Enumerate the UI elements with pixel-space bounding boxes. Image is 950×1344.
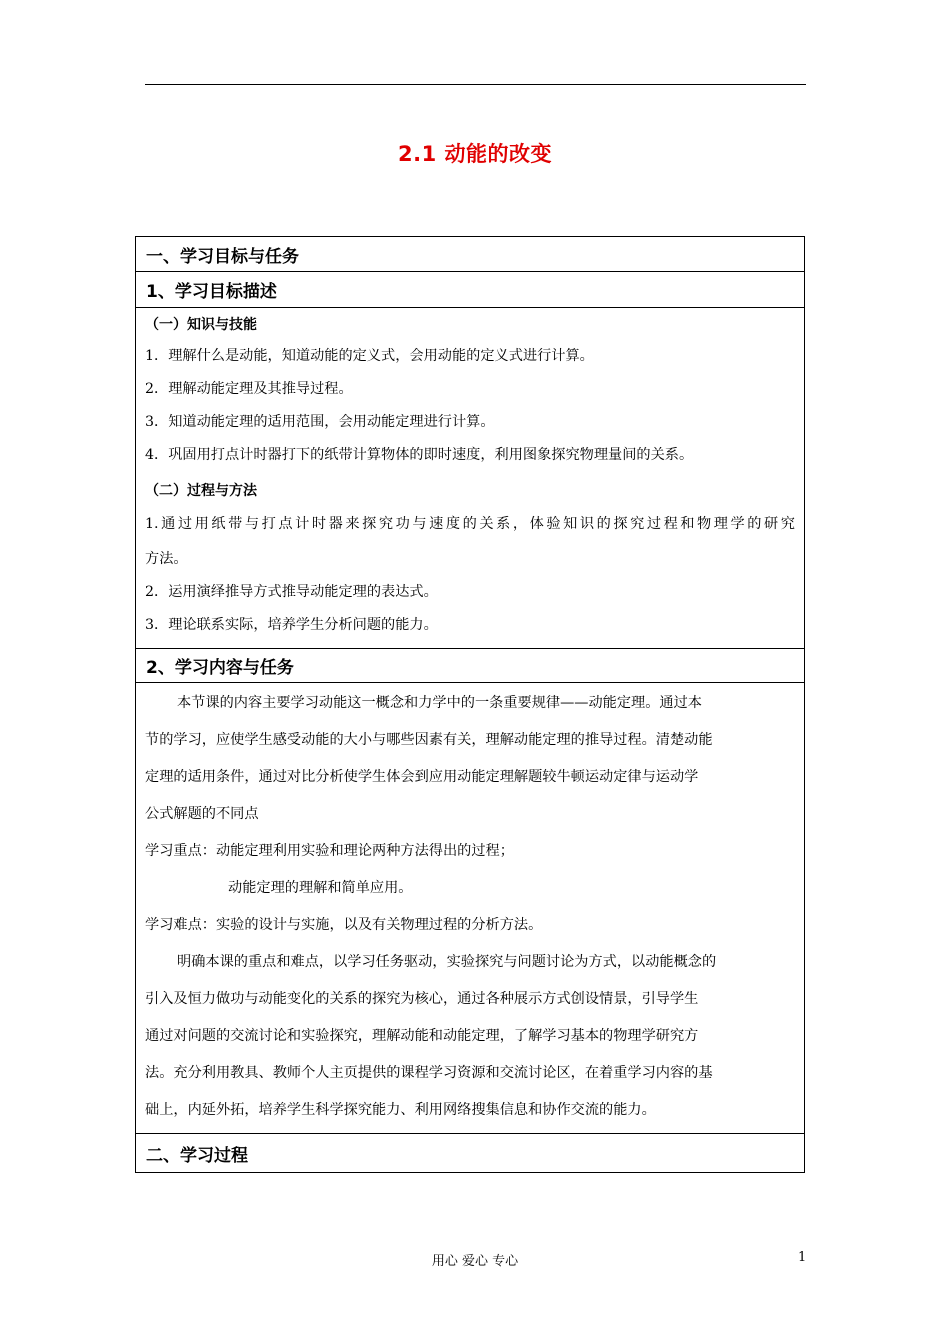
knowledge-item: 4．巩固用打点计时器打下的纸带计算物体的即时速度，利用图象探究物理量间的关系。 [145,447,694,463]
difficulty-line: 学习难点：实验的设计与实施，以及有关物理过程的分析方法。 [145,917,543,933]
strategy-paragraph-line: 引入及恒力做功与动能变化的关系的探究为核心，通过各种展示方式创设情景，引导学生 [145,991,699,1007]
strategy-paragraph-line: 通过对问题的交流讨论和实验探究，理解动能和动能定理，了解学习基本的物理学研究方 [145,1028,699,1044]
process-methods-heading: （二）过程与方法 [145,483,257,499]
content-paragraph-line: 定理的适用条件，通过对比分析使学生体会到应用动能定理解题较牛顿运动定律与运动学 [145,769,699,785]
strategy-paragraph-line: 法。充分利用教具、教师个人主页提供的课程学习资源和交流讨论区，在着重学习内容的基 [145,1065,713,1081]
knowledge-item: 3．知道动能定理的适用范围，会用动能定理进行计算。 [145,414,495,430]
content-paragraph-line: 节的学习，应使学生感受动能的大小与哪些因素有关，理解动能定理的推导过程。清楚动能 [145,732,713,748]
content-paragraph-line: 公式解题的不同点 [145,806,259,822]
page-title: 2.1 动能的改变 [397,142,552,166]
process-item-1-line-1: 1.通过用纸带与打点计时器来探究功与速度的关系，体验知识的探究过程和物理学的研究 [145,516,795,532]
process-item: 2．运用演绎推导方式推导动能定理的表达式。 [145,584,438,600]
content-paragraph-line: 本节课的内容主要学习动能这一概念和力学中的一条重要规律——动能定理。通过本 [177,695,702,711]
strategy-paragraph-line: 础上，内延外拓，培养学生科学探究能力、利用网络搜集信息和协作交流的能力。 [145,1102,656,1118]
key-point-line: 学习重点：动能定理利用实验和理论两种方法得出的过程； [145,843,514,859]
knowledge-item: 1．理解什么是动能，知道动能的定义式，会用动能的定义式进行计算。 [145,348,594,364]
footer-motto: 用心 爱心 专心 [431,1254,519,1269]
section-heading-content: 2、学习内容与任务 [136,649,804,683]
process-item: 3．理论联系实际，培养学生分析问题的能力。 [145,617,438,633]
content-cell [136,683,804,1134]
knowledge-skills-heading: （一）知识与技能 [145,317,257,333]
objectives-cell [136,308,804,649]
process-item-1-line-2: 方法。 [145,551,188,567]
key-point-line: 动能定理的理解和简单应用。 [228,880,413,896]
page-number: 1 [798,1250,807,1265]
section-heading-learning-process: 二、学习过程 [146,1145,248,1166]
strategy-paragraph-line: 明确本课的重点和难点，以学习任务驱动，实验探究与问题讨论为方式，以动能概念的 [177,954,717,970]
section-heading-goal-description: 1、学习目标描述 [136,272,804,308]
lesson-plan-table [135,236,805,1173]
section-heading-objectives: 一、学习目标与任务 [136,237,804,272]
knowledge-item: 2．理解动能定理及其推导过程。 [145,381,353,397]
header-rule [145,84,806,85]
